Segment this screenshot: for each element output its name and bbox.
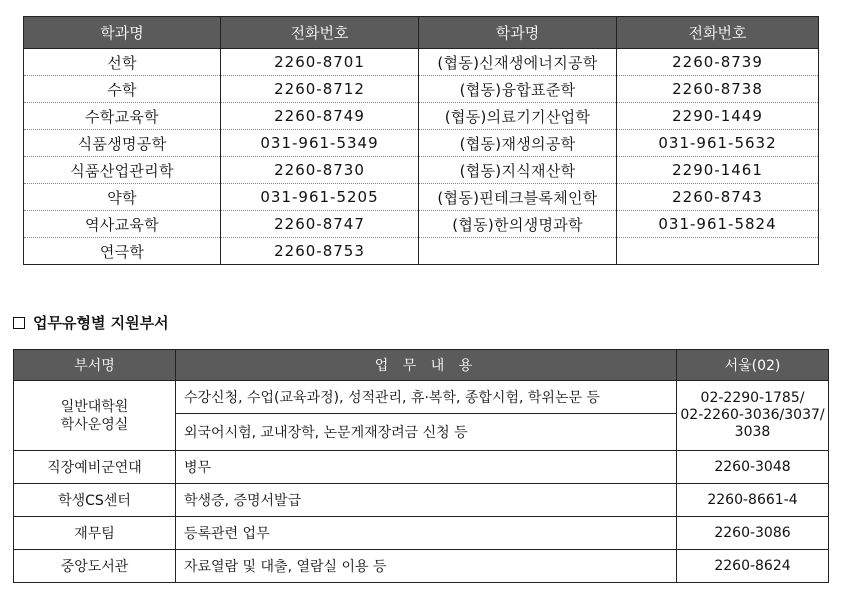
task-cell: 병무: [176, 451, 677, 484]
dept-name-cell: 식품산업관리학: [24, 157, 221, 184]
task-cell: 자료열람 및 대출, 열람실 이용 등: [176, 550, 677, 583]
dept-name-cell: 수학: [24, 76, 221, 103]
table-row: [24, 49, 819, 76]
phone-cell: 2260-3086: [677, 517, 829, 550]
phone-cell: 2260-8739: [617, 49, 819, 76]
phone-line: 02-2260-3036/3037/: [680, 407, 825, 423]
table-row: [24, 76, 819, 103]
table-row: [24, 130, 819, 157]
department-phone-table: [23, 16, 819, 265]
table-row: [24, 157, 819, 184]
phone-cell: 031-961-5632: [617, 130, 819, 157]
table-header-row: [14, 350, 829, 381]
phone-cell: 2260-8738: [617, 76, 819, 103]
phone-cell: 2260-3048: [677, 451, 829, 484]
dept-cell: 학생CS센터: [14, 484, 176, 517]
dept-name-line: 학사운영실: [60, 416, 129, 433]
phone-cell: 2260-8747: [221, 211, 419, 238]
phone-cell: 031-961-5349: [221, 130, 419, 157]
dept-name-cell: (협동)한의생명과학: [419, 211, 617, 238]
dept-cell: 중앙도서관: [14, 550, 176, 583]
phone-cell: 031-961-5824: [617, 211, 819, 238]
table-row: [14, 381, 829, 414]
table-row: [14, 451, 829, 484]
table-row: [14, 550, 829, 583]
dept-name-cell: 수학교육학: [24, 103, 221, 130]
phone-cell-graduate: [677, 381, 829, 451]
task-cell: 등록관련 업무: [176, 517, 677, 550]
table-row: [24, 238, 819, 265]
empty-cell: [617, 238, 819, 265]
phone-line: 02-2290-1785/: [700, 390, 805, 406]
table-header-row: [24, 17, 819, 49]
phone-cell: 2260-8624: [677, 550, 829, 583]
dept-name-cell: (협동)지식재산학: [419, 157, 617, 184]
dept-name-cell: (협동)재생의공학: [419, 130, 617, 157]
dept-cell: 직장예비군연대: [14, 451, 176, 484]
table-row: [24, 184, 819, 211]
task-cell: 외국어시험, 교내장학, 논문게재장려금 신청 등: [176, 414, 677, 451]
dept-name-cell: (협동)신재생에너지공학: [419, 49, 617, 76]
header-dept-name: 학과명: [419, 17, 617, 49]
dept-name-cell: 연극학: [24, 238, 221, 265]
section-heading: [13, 312, 169, 333]
phone-cell: 2260-8701: [221, 49, 419, 76]
phone-cell: 2290-1461: [617, 157, 819, 184]
phone-cell: 2260-8753: [221, 238, 419, 265]
header-dept-name: 학과명: [24, 17, 221, 49]
phone-cell: 2260-8749: [221, 103, 419, 130]
dept-name-cell: (협동)융합표준학: [419, 76, 617, 103]
table-row: [24, 211, 819, 238]
phone-cell: 031-961-5205: [221, 184, 419, 211]
dept-cell-graduate: [14, 381, 176, 451]
task-cell: 학생증, 증명서발급: [176, 484, 677, 517]
dept-name-cell: 선학: [24, 49, 221, 76]
table-row: [14, 484, 829, 517]
dept-name-cell: (협동)의료기기산업학: [419, 103, 617, 130]
phone-cell: 2290-1449: [617, 103, 819, 130]
phone-cell: 2260-8743: [617, 184, 819, 211]
phone-cell: 2260-8712: [221, 76, 419, 103]
phone-line: 3038: [734, 424, 771, 440]
dept-name-line: 일반대학원: [60, 398, 129, 415]
dept-cell: 재무팀: [14, 517, 176, 550]
table-row: [14, 517, 829, 550]
checkbox-square-icon: [13, 317, 25, 329]
dept-name-cell: 약학: [24, 184, 221, 211]
phone-cell: 2260-8730: [221, 157, 419, 184]
phone-cell: 2260-8661-4: [677, 484, 829, 517]
header-task: 업 무 내 용: [176, 350, 677, 381]
dept-name-cell: (협동)핀테크블록체인학: [419, 184, 617, 211]
header-seoul-phone: 서울(02): [677, 350, 829, 381]
header-phone: 전화번호: [617, 17, 819, 49]
dept-name-cell: 역사교육학: [24, 211, 221, 238]
support-department-table: [13, 349, 829, 583]
task-cell: 수강신청, 수업(교육과정), 성적관리, 휴·복학, 종합시험, 학위논문 등: [176, 381, 677, 414]
section-title-text: 업무유형별 지원부서: [33, 314, 169, 332]
header-department: 부서명: [14, 350, 176, 381]
header-phone: 전화번호: [221, 17, 419, 49]
table-row: [24, 103, 819, 130]
dept-name-cell: 식품생명공학: [24, 130, 221, 157]
empty-cell: [419, 238, 617, 265]
